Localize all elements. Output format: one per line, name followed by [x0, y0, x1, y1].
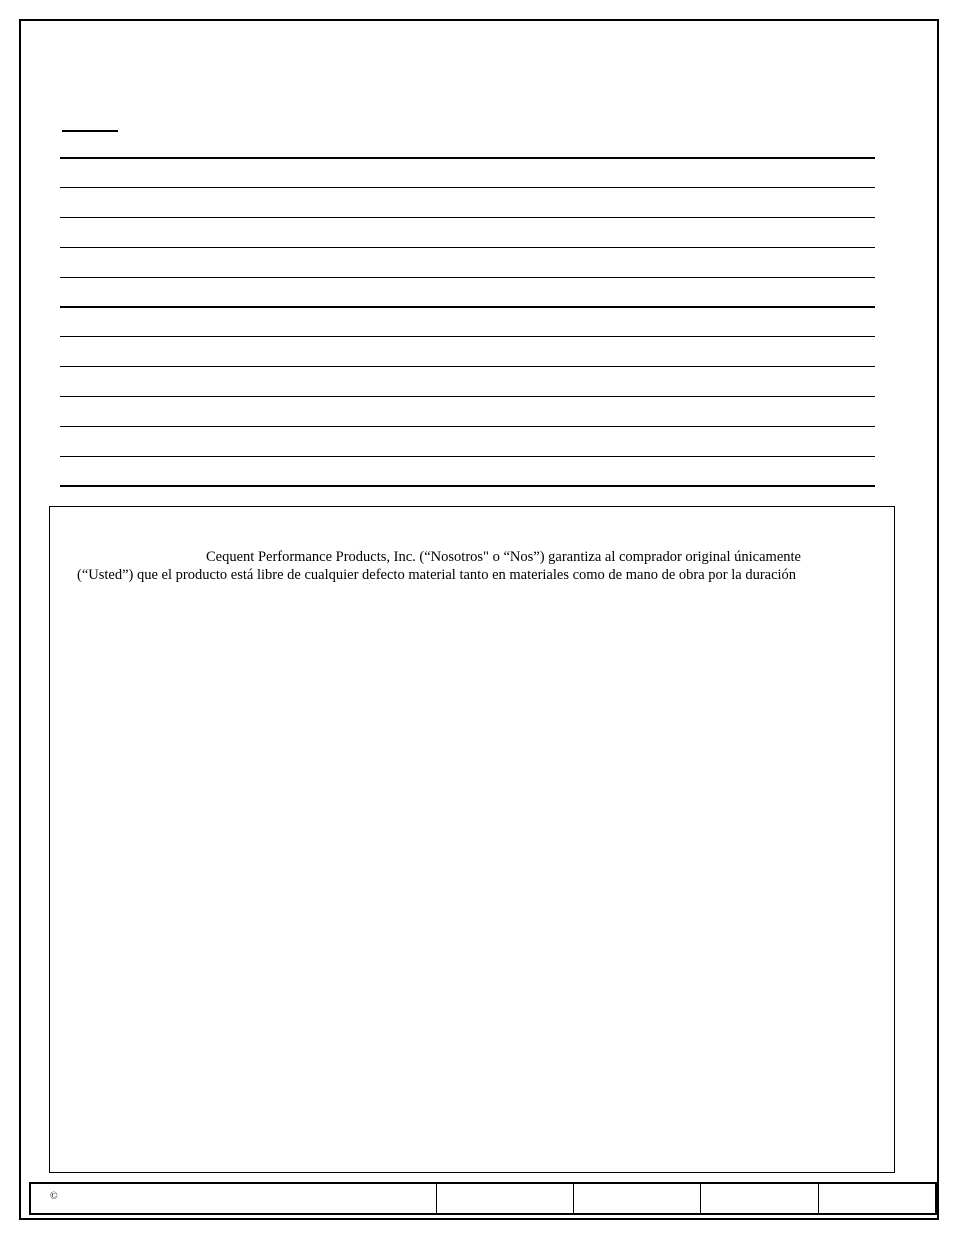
heading-underline: [62, 130, 118, 132]
note-line: [60, 277, 875, 278]
note-line: [60, 366, 875, 367]
footer-cell: [574, 1184, 701, 1213]
warranty-line: (“Usted”) que el producto está libre de cualquier defecto material tanto en materiales como de mano de obra por la duración: [77, 567, 797, 583]
note-line: [60, 187, 875, 188]
copyright-symbol: ©: [50, 1191, 58, 1202]
footer-cell: [819, 1184, 935, 1213]
footer-cell: [701, 1184, 819, 1213]
footer-cell-copyright: [31, 1184, 437, 1213]
note-line: [60, 217, 875, 218]
footer-table: [29, 1182, 937, 1215]
warranty-text: [77, 548, 847, 584]
note-line: [60, 426, 875, 427]
footer-cell: [437, 1184, 574, 1213]
warranty-line: Cequent Performance Products, Inc. (“Nosotros" o “Nos”) garantiza al comprador original únicamente: [206, 549, 801, 565]
note-line: [60, 336, 875, 337]
note-line: [60, 157, 875, 159]
notes-lines: [60, 157, 875, 489]
note-line: [60, 456, 875, 457]
warranty-box: [49, 506, 895, 1173]
note-line: [60, 306, 875, 308]
note-line: [60, 396, 875, 397]
note-line: [60, 485, 875, 487]
note-line: [60, 247, 875, 248]
